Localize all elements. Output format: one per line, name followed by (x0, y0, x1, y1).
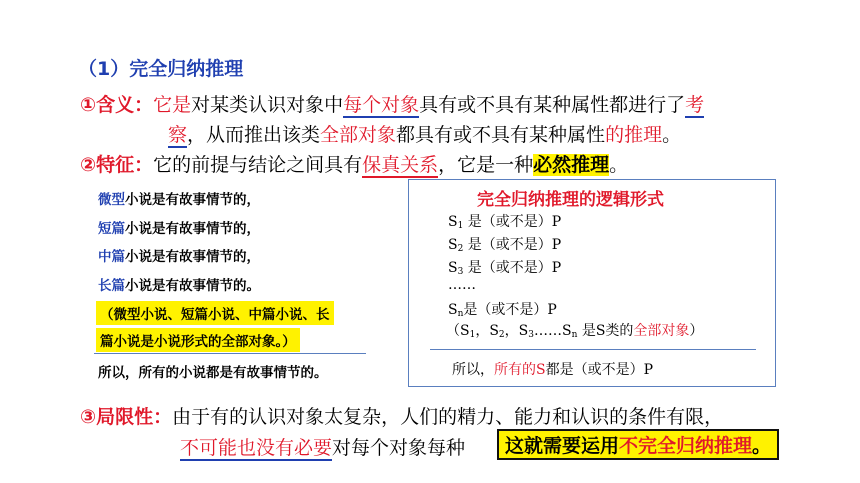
note-line-2: 篇小说是小说形式的全部对象。） (96, 328, 300, 352)
limitation-line-2: 不可能也没有必要对每个对象每种 (180, 437, 466, 459)
not-possible-highlight: 不可能也没有必要 (180, 437, 333, 459)
necessary-inference-highlight: 必然推理 (533, 154, 610, 176)
limitation-line-1: ③局限性：由于有的认识对象太复杂，人们的精力、能力和认识的条件有限， (80, 406, 724, 428)
logic-box-title: 完全归纳推理的逻辑形式 (477, 190, 664, 210)
meaning-line-2: 察，从而推出该类全部对象都具有或不具有某种属性的推理。 (168, 124, 682, 146)
example-conclusion: 所以，所有的小说都是有故事情节的。 (98, 365, 328, 381)
example-micro: 微型小说是有故事情节的， (98, 192, 260, 208)
all-objects-highlight: 全部对象 (320, 124, 397, 146)
logic-conclusion: 所以，所有的S都是（或不是）P (452, 362, 654, 378)
example-short: 短篇小说是有故事情节的， (98, 221, 260, 237)
example-medium: 中篇小说是有故事情节的， (98, 249, 260, 265)
limitation-label: ③局限性： (80, 406, 173, 428)
incomplete-induction-callout: 这就需要运用不完全归纳推理。 (497, 429, 779, 460)
premise-ellipsis: …… (448, 277, 476, 293)
logic-box-divider (430, 349, 756, 350)
meaning-label: ①含义： (80, 94, 154, 116)
note-line-1: （微型小说、短篇小说、中篇小说、长 (96, 301, 334, 325)
each-object-highlight: 每个对象 (343, 94, 420, 116)
section-heading: （1）完全归纳推理 (78, 58, 244, 80)
premise-s2: $S_2$ 是（或不是）P (448, 237, 562, 254)
premise-s3: $S_3$ 是（或不是）P (448, 260, 562, 277)
enumeration-line: （$S_1$，$S_2$，$S_3\dots\dots S_n$ 是S类的全部对象） (446, 323, 704, 340)
feature-line: ②特征：它的前提与结论之间具有保真关系，它是一种必然推理。 (80, 154, 629, 176)
example-long: 长篇小说是有故事情节的。 (98, 278, 260, 294)
feature-label: ②特征： (80, 154, 154, 176)
truth-preserving-highlight: 保真关系 (362, 154, 439, 176)
premise-s1: $S_1$ 是（或不是）P (448, 214, 562, 231)
meaning-line-1: ①含义：它是对某类认识对象中每个对象具有或不具有某种属性都进行了考 (80, 94, 705, 116)
premise-sn: $S_n$是（或不是）P (448, 302, 557, 319)
left-divider (94, 353, 366, 354)
